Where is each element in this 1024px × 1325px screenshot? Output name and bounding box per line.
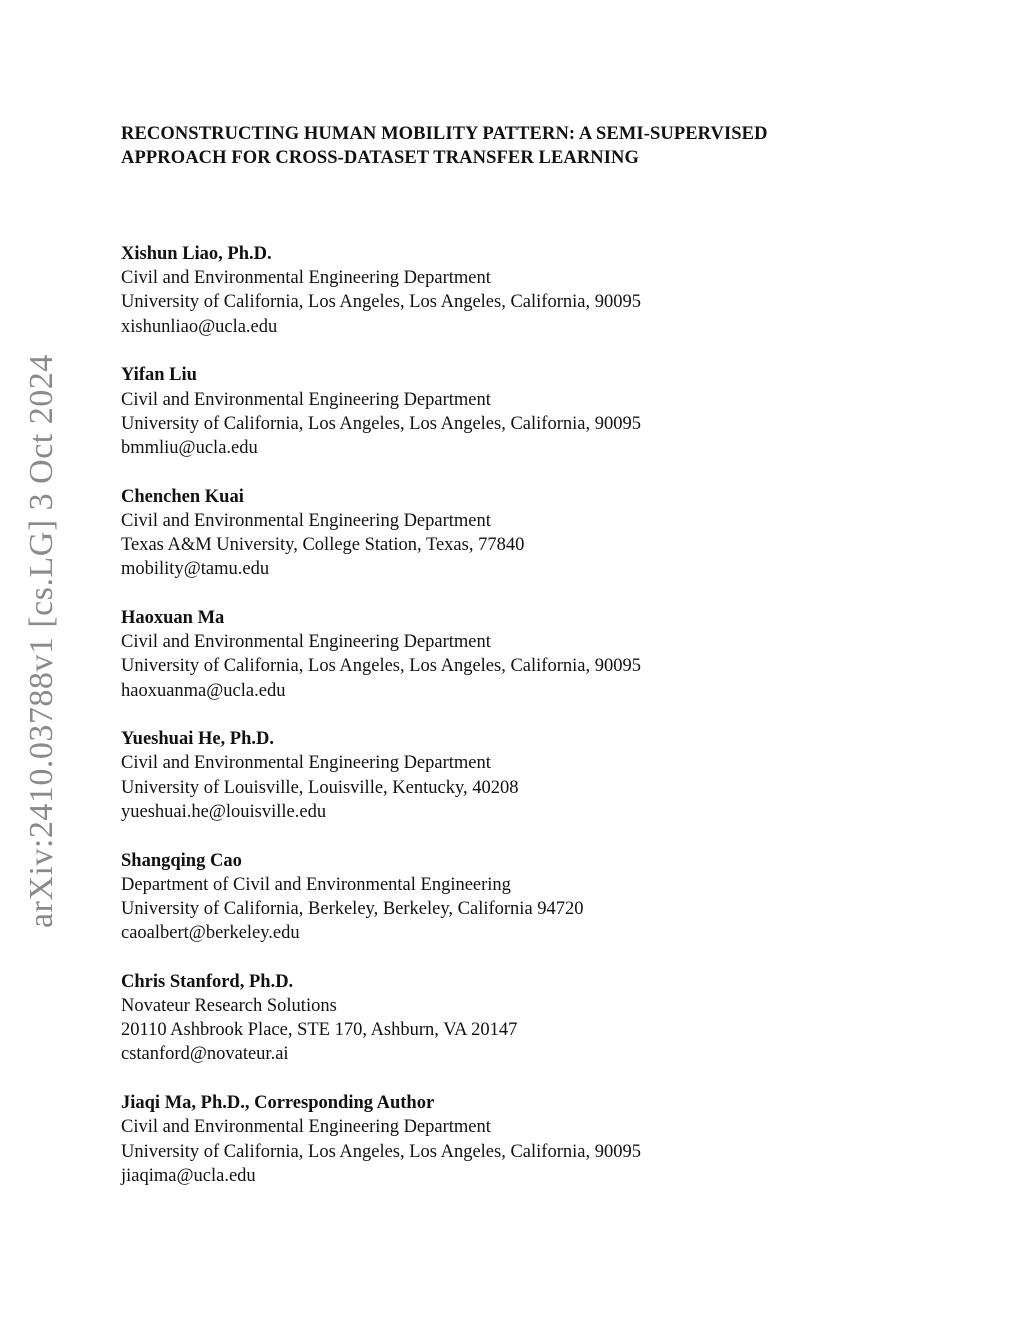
author-block: [121, 849, 941, 946]
author-department: Civil and Environmental Engineering Department: [121, 510, 491, 531]
author-address: University of California, Los Angeles, Los Angeles, California, 90095: [121, 413, 641, 434]
author-department: Civil and Environmental Engineering Department: [121, 632, 491, 653]
author-list: [121, 242, 941, 1213]
author-address: 20110 Ashbrook Place, STE 170, Ashburn, VA 20147: [121, 1020, 518, 1041]
author-department: Novateur Research Solutions: [121, 996, 337, 1017]
author-name: Haoxuan Ma: [121, 607, 225, 628]
author-department: Civil and Environmental Engineering Department: [121, 389, 491, 410]
author-email: mobility@tamu.edu: [121, 559, 270, 580]
author-block: [121, 242, 941, 339]
author-name: Yueshuai He, Ph.D.: [121, 729, 275, 750]
author-address: University of California, Berkeley, Berkeley, California 94720: [121, 898, 584, 919]
author-name: Shangqing Cao: [121, 850, 242, 871]
author-name: Xishun Liao, Ph.D.: [121, 244, 272, 264]
author-name: Jiaqi Ma, Ph.D., Corresponding Author: [121, 1093, 435, 1114]
author-department: Department of Civil and Environmental Engineering: [121, 874, 511, 895]
author-email: cstanford@novateur.ai: [121, 1044, 289, 1065]
author-name: Chenchen Kuai: [121, 486, 244, 507]
author-email: jiaqima@ucla.edu: [121, 1165, 256, 1186]
author-address: University of California, Los Angeles, Los Angeles, California, 90095: [121, 1141, 641, 1162]
title-line-1: RECONSTRUCTING HUMAN MOBILITY PATTERN: A SEMI-SUPERVISED: [121, 124, 768, 144]
author-address: University of California, Los Angeles, Los Angeles, California, 90095: [121, 292, 641, 313]
author-email: bmmliu@ucla.edu: [121, 437, 258, 458]
author-department: Civil and Environmental Engineering Department: [121, 1117, 491, 1138]
author-name: Chris Stanford, Ph.D.: [121, 971, 294, 992]
author-block: [121, 485, 941, 582]
author-email: caoalbert@berkeley.edu: [121, 923, 300, 944]
author-email: xishunliao@ucla.edu: [121, 316, 278, 337]
author-block: [121, 970, 941, 1067]
title-line-2: APPROACH FOR CROSS-DATASET TRANSFER LEARNING: [121, 148, 640, 168]
author-block: [121, 606, 941, 703]
author-department: Civil and Environmental Engineering Department: [121, 753, 491, 774]
author-email: yueshuai.he@louisville.edu: [121, 801, 327, 822]
author-name: Yifan Liu: [121, 365, 197, 386]
author-address: University of California, Los Angeles, Los Angeles, California, 90095: [121, 656, 641, 677]
author-address: University of Louisville, Louisville, Kentucky, 40208: [121, 777, 519, 798]
author-department: Civil and Environmental Engineering Department: [121, 268, 491, 289]
author-address: Texas A&M University, College Station, Texas, 77840: [121, 535, 525, 556]
author-block: [121, 727, 941, 824]
arxiv-identifier-stamp: arXiv:2410.03788v1 [cs.LG] 3 Oct 2024: [23, 354, 60, 928]
author-block: [121, 363, 941, 460]
author-email: haoxuanma@ucla.edu: [121, 680, 286, 701]
author-block: [121, 1091, 941, 1188]
paper-title: [121, 122, 901, 170]
